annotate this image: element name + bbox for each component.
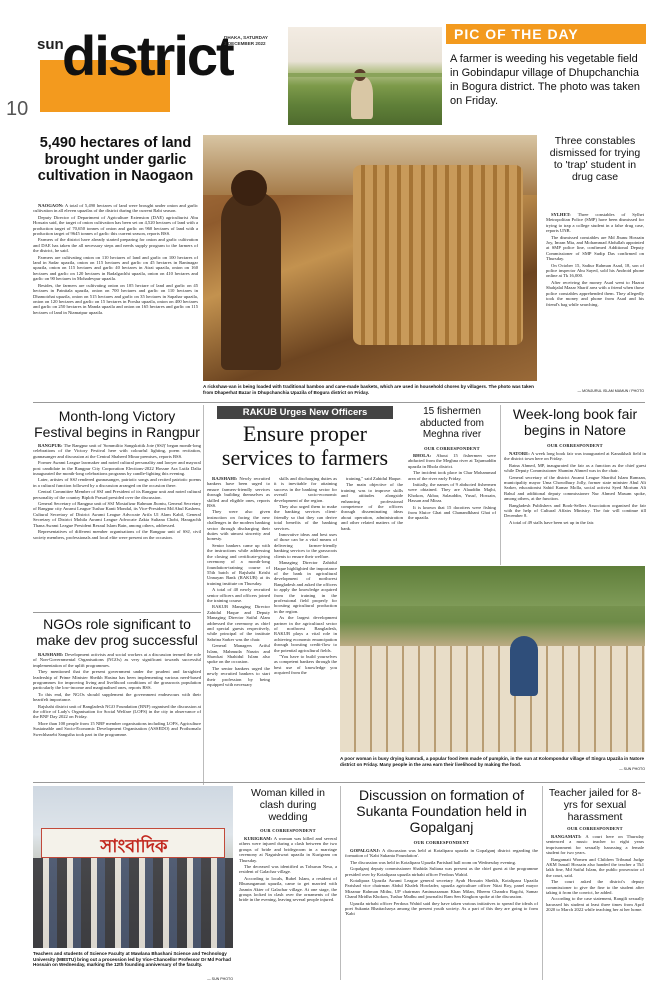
wedding-body: KURIGRAM: A woman was killed and several others were injured during a clash between the two groups of bride and bridegroom in a marriage ceremony at Naguishwari upazila in Kurigram on Thursday. The deceased was identified as Tohurun Nesa, a resident of Galachar village. According to locals, Rubel Islam, a resident of Bhurungamari upazila, came to get married with Jasmin Akter of Galachar village. At one stage, the groups locked in clash over the ornaments of the bride in the evening, leaving several people injured. bbox=[239, 836, 337, 903]
farmer-figure bbox=[351, 77, 373, 119]
ngos-body: RAJSHAHI: Development activists and social workers at a discussion termed the role of Non-Governmental Organisations (NGOs) as very significant towards successful implementation of the uplift programmes. They mentioned that the present government under the prudent and farsighted leadership of Prime Minister Sheikh Hasina has been implementing various need-based programmes for improving living and livelihood conditions of the grassroots population particularly the low-income and marginalised ones, reports BSS. To this end, the NGOs should supplement the government endeavours with their heartfelt importance. Rajshahi district unit of Bangladesh NGO Foundation (BNF) organised the discussion at the office of Lady's Organisation for Social Welfare (LOFS) in the city in observance of the BNF Day 2022 on Friday. More than 100 people from 15 NBF member organisations including LOFS, Agriculture Sustainable and Socio-Economic Development Organisation (ASSEDO) and Prothomalo Swechhasebi Sangstha took part in the programme. bbox=[33, 652, 201, 737]
masthead bbox=[0, 0, 650, 125]
rakub-banner bbox=[217, 406, 393, 419]
rakub-col-3: training," said Zahidul Haque. The main objective of the training was to improve skills and attitudes alongside enhancing professional competence of the officers through disseminating ideas about operation, administration and other related matters of the bank. bbox=[341, 476, 403, 531]
divider bbox=[340, 786, 341, 980]
rakub-headline: Ensure proper services to farmers bbox=[221, 421, 389, 470]
rakub-col-1: RAJSHAHI: Newly recruited bankers have been urged to ensure farmers-friendly services through building themselves as skilled and eligible ones, reports BSS. They were also given instruction on facing the new challenges in the modern banking sector through discharging their duties with utmost sincerity and honesty. Senior bankers came up with the instructions while addressing the closing and certificate-giving ceremony of a month-long foundation-training course of 55th batch of Rajshahi Krishi Unnayan Bank (RAKUB) at its training institute on Thursday. A total of 40 newly recruited senior officers and officers joined the training course. RAKUB Managing Director Zahidul Haque and Deputy Managing Director Saiful Alam addressed the ceremony as chief and special guests respectively, while principal of the institute Sabrina Sarker was the chair. General Managers Ariful Islam, Mahmuda Nasrin and Shawkat Shahidul Islam also spoke on the occasion. The senior bankers urged the newly recruited bankers to start their profession by being equipped with necessary bbox=[207, 476, 270, 688]
protest-caption: Teachers and students of Science Faculty at Mawlana Bhashani Science and Technology University (MBSTU) bring out a procession led by Vice-Chancellor Professor Dr Md Forhad Hossain on Wednesday, marking the 12th founding anniversary of the faculty. bbox=[33, 951, 231, 968]
rickshaw-man-figure bbox=[221, 190, 281, 370]
ngos-headline: NGOs role significant to make dev prog successful bbox=[36, 616, 198, 648]
divider bbox=[500, 405, 501, 565]
potd-label: PIC OF THE DAY bbox=[454, 26, 579, 42]
divider bbox=[203, 405, 204, 785]
divider bbox=[33, 612, 201, 613]
victory-body: RANGPUR: The Rangpur unit of 'Sommilito Sangskritik Jote (SSJ)' began month-long celebrations of the Victory Festival here with colourful lighting, poem recitation, gunnasanger and discussion at the Central Shaheed Minar premises, reports BSS. Former Awami League lawmaker and noted cultural personality and lawyer and mayoral post candidate in the Rangpur City Corporation Elections-2022 Hossne Ara Lutfa Dalia inaugurated the month-long celebrations programs by candle-lighting this evening. Later, artistes of SSJ rendered gunnasanger, patriotic songs and recited patriotic poems in a cultural function followed by a discussion arranged on the occasion there. Central Committee Member of SSJ and President of its Rangpur unit and noted cultural personality of the country Biplob Prasad presided over the discussion. General Secretary of Rangpur unit of SSJ Mostafizur Rahman Jhontu, General Secretary of Rangpur city Awami League Tushar Kanti Mondal, its Vice-President Md Abul Kashem, Cultural Secretary of District Awami League Advocate Arifa Ul Alam Kabil, General Secretary of District Mohila Awami League Advocate Zakia Sultana Chobi, Haragachh Thana Awami League President Rezaul Islam Bain, among others, addressed. Representatives of different member organisations of the Rangpur unit of SSJ, civil society members, professionals and local elite were present on the occasion. bbox=[33, 443, 201, 540]
constables-headline: Three constables dismissed for trying to 'trap' student in drug case bbox=[549, 135, 641, 183]
fishermen-byline: OUR CORRESPONDENT bbox=[424, 446, 480, 451]
potd-text: A farmer is weeding his vegetable field in Gobindapur village of Dhupchanchia in Bogura district. The photo was taken on Friday. bbox=[450, 53, 640, 107]
pumpkin-credit: — SUN PHOTO bbox=[619, 767, 645, 771]
divider bbox=[542, 786, 543, 980]
sukanta-headline: Discussion on formation of Sukanta Foundation held in Gopalganj bbox=[356, 787, 527, 835]
page-number: 10 bbox=[6, 98, 29, 120]
teacher-byline: OUR CORRESPONDENT bbox=[567, 826, 623, 831]
victory-headline: Month-long Victory Festival begins in Rangpur bbox=[34, 408, 200, 440]
masthead-district: district bbox=[62, 24, 233, 87]
rickshaw-caption: A rickshaw-van is being loaded with traditional bamboo and cane-made baskets, which are used in household chores by villagers. The photo was taken from Dhaperhat Bazar in Dhupchanchia Upazila of Bogura district on Friday. bbox=[203, 384, 534, 395]
rickshaw-photo bbox=[203, 135, 537, 381]
drying-racks bbox=[340, 646, 645, 752]
constables-credit: — MONJURUL ISLAM MAMUN / PHOTO bbox=[577, 389, 644, 393]
basket-stack bbox=[353, 165, 523, 345]
bookfair-body: NATORE: A week long book fair was inaugurated at Kanaikhali field in the district town here on Friday. Ratna Ahmed, MP, inaugurated the fair as a function as the chief guest while Deputy Commissioner Shamim Ahmed was in the chair. General secretary of the district Awami League Shariful Islam Ramzan, municipality mayor Uma Chowdhury Jolly, former state minister Abul Ali Sarker, educationist Sahid Kamar Molla, social activist Syed Morium Ali Bahul and additional deputy commissioner Nur Ahmed Masum spoke, among others, at the function. Bangladesh Publishers and Book-Sellers Association organised the fair with the help of Cultural Affairs Ministry. The fair will continue till December 8. A total of 49 stalls have been set up in the fair. bbox=[504, 451, 646, 525]
garlic-headline: 5,490 hectares of land brought under garlic cultivation in Naogaon bbox=[37, 135, 194, 184]
sukanta-body: GOPALGANJ: A discussion was held at Kotalipara upazila in Gopalganj district regarding the formation of 'Kabi Sukanta Foundation'. The discussion was held in Kotalipara Upazila Parishad hall room on Wednesday evening. Gopalganj deputy commissioner Shahida Sultana was present as the chief guest at the programme presided over by Kotalipara upazila nirbahi officer Ferdous Wahid. Kotalipara Upazila Awami League general secretary Ayub Hossain Sheikh, Kotalipara Upazila Parishad vice chairman Abdul Khalek Howlader, upazila agriculture officer Nitai Roy, panel mayor Mizanur Rahman Mithu, UP chairman Aminuzzaman Khan Milan, Bheem Chandra Bagchi, Samar Chand Mridha Khokon, Tushar Madhu and journalist Ram Sen Kingkon spoke at the discussion. Upazila nirbahi officer Ferdous Wahid said they have taken various initiatives to spread the ideals of poet Sukanta Bhattacharya among the present youth society. As a part of this they are going to form 'Kabi bbox=[345, 848, 538, 917]
woman-figure bbox=[510, 636, 538, 696]
bookfair-headline: Week-long book fair begins in Natore bbox=[512, 406, 638, 438]
pumpkin-caption: A poor woman is busy drying kumradi, a popular food item made of pumpkin, in the sun at Kolompondur village of Singra Upazila in Natore district on Friday. Many people in the area earn their livelihood by making the food. bbox=[340, 756, 645, 767]
teacher-body: RANGAMATI: A court here on Thursday sentenced a music teacher to eight years imprisonment for sexually harassing a female student for two years. Rangamati Women and Children Tribunal Judge AKM Ismail Hossain also handed the teacher a Tk1 lakh fine, Md Saiful Islam, the public prosecutor of the court, said. The court asked the district's deputy commissioner to give the fine to the student after taking it from the convict, he added. According to the case statement, Rangili sexually harassed his student at least three times from April 2020 to March 2022 while teaching her at her home. bbox=[546, 834, 644, 913]
divider bbox=[33, 782, 645, 783]
rakub-col-2: skills and discharging duties as it is inevitable for attaining success in the banking sector for overall socio-economic development of the region. They also urged them to make the banking services client-friendly so that they can derive total benefits of the banking services. Innovative ideas and best uses of those can be a vital means of delivering farmer-friendly banking services to the grassroots clients to ensure their welfare. Managing Director Zahidul Haque highlighted the importance of the bank in agricultural development of northwest Bangladesh and asked the officers to apply the knowledge acquired from the training in the professional field properly for boosting agricultural production in the region. As the largest development partner in the agricultural sector of northwest Bangladesh, RAKUB plays a vital role in achieving economic emancipation through boosting credit-flow to the potential agricultural fields. "You have to build yourselves as competent bankers through the best use of knowledge you acquired from the bbox=[274, 476, 337, 676]
bookfair-byline: OUR CORRESPONDENT bbox=[547, 443, 603, 448]
garlic-body: NAOGAON: A total of 5,490 hectares of land were brought under onion and garlic cultivation in all eleven upazilas of the district during the current Rabi season. Deputy Director of Department of Agriculture Extension (DAE) agriculturist Abu Hossain said, the target of onion cultivation has been set on 4,520 hectares of land with a production target of 70,650 tonnes of onion and garlic on 960 hectares of land with a production target of 9645 tonnes of garlic this current season, reports BSS. Farmers of the district have already started preparing for onion and garlic cultivation and DAE has taken the all necessary steps and needs supply program to the farmers of the district, he said. Farmers are cultivating onion on 110 hectares of land and garlic on 100 hectares of land in Sadar upazila, onion on 115 hectares and garlic on 45 hectares in Raninagar upazila, onion on 115 hectares and garlic 40 hectares in Atrai upazila, onion on 160 hectares and garlic on 120 hectares in Badalgachhi upazila, onion on 410 hectares and garlic on 90 hectares in Mohadevpur upazila. Besides, the farmers are cultivating onion on 105 hectare of land and garlic on 45 hectares in Patnitala upazila, onion on 700 hectares and garlic on 110 hectares in Dhamoirhat upazila, onion on 515 hectares and garlic on 35 hectares in Sapahar upazila, onion on 120 hectares and garlic on 15 hectares in Porsha upazila, onion on 400 hectares and garlic on 250 hectares in Manda upazila and onion on 165 hectares and garlic on 115 hectares of land in Niamatpur upazila. bbox=[33, 203, 198, 315]
protest-banner-text: সাংবাদিক bbox=[100, 836, 168, 857]
wedding-headline: Woman killed in clash during wedding bbox=[251, 787, 325, 823]
masthead-city: DHAKA, SATURDAY bbox=[224, 35, 268, 40]
divider bbox=[33, 402, 645, 403]
potd-banner bbox=[446, 24, 646, 44]
protest-credit: — SUN PHOTO bbox=[207, 977, 233, 981]
potd-photo bbox=[288, 27, 442, 125]
sukanta-byline: OUR CORRESPONDENT bbox=[413, 840, 470, 845]
masthead-date: 3 DECEMBER 2022 bbox=[224, 41, 266, 46]
masthead-sun: sun bbox=[37, 36, 64, 53]
crowd bbox=[33, 858, 233, 948]
pumpkin-photo bbox=[340, 566, 645, 752]
rakub-banner-text: RAKUB Urges New Officers bbox=[242, 407, 368, 418]
teacher-headline: Teacher jailed for 8-yrs for sexual harassment bbox=[548, 787, 642, 823]
protest-banner bbox=[41, 828, 225, 858]
constables-body: SYLHET: Three constables of Sylhet Metropolitan Police (SMP) have been dismissed for trying to trap a college student in a false drug case, reports UNB. The dismissed constables are Md Jhunu Hossain Joy, Imran Mia, and Mohammad Abdullah appointed at SMP police line, confirmed Additional Deputy Commissioner of SMP Sudip Das confirmed on Thursday. On October 15, Sadiur Rahman Asad, 18, son of police inspector Abu Sayed, sold his Android phone online at Tk 16,000. After receiving the money Asad went to Hazrat Shahjalal Mazar Sharif area with a friend when those police constables apprehended them. They allegedly took the money and phone from Asad and his friend's bag while searching. bbox=[546, 212, 644, 307]
fishermen-body: BHOLA: About 15 fishermen were abducted from the Meghna river at Tajumuddin upazila in Bhola district. The incident took place in Char Mohammad area of the river early Friday. Initially, the names of 9 abducted fishermen were obtained. They are Alauddin Majhi, Khokon, Akbar, Salauddin, Yusuf, Hossain, Hassan and Mirza. It is known that 15 dacoiters were fishing from Sluice Ghat and Chanandkhani Ghat of the upazila. bbox=[408, 453, 496, 521]
protest-photo bbox=[33, 786, 233, 948]
wedding-byline: OUR CORRESPONDENT bbox=[260, 828, 316, 833]
fishermen-headline: 15 fishermen abducted from Meghna river bbox=[420, 406, 484, 440]
